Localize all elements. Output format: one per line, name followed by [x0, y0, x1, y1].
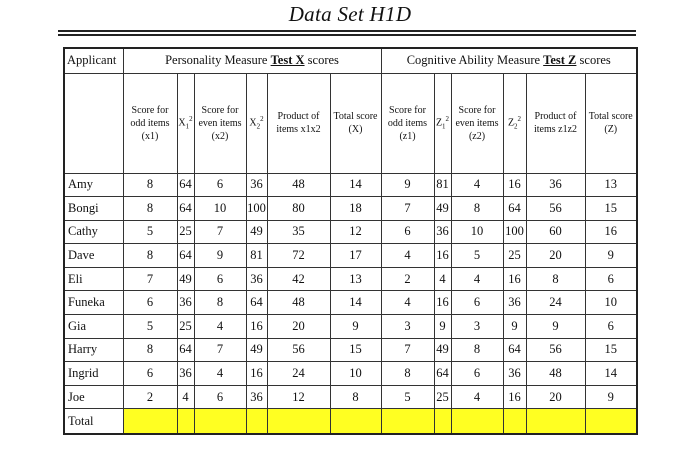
table-row: [64, 197, 637, 221]
applicant-header: Applicant: [64, 48, 123, 73]
table-cell: 16: [434, 291, 451, 315]
column-header: Product of items x1x2: [267, 73, 330, 173]
table-cell: 9: [434, 315, 451, 339]
table-cell: 6: [585, 267, 637, 291]
table-cell: 10: [194, 197, 246, 221]
table-cell: 20: [526, 244, 585, 268]
total-input-cell[interactable]: [381, 409, 434, 435]
column-header: Score for even items (x2): [194, 73, 246, 173]
page-title: Data Set H1D: [288, 2, 412, 26]
table-row: [64, 315, 637, 339]
column-header: $X_2^2$: [246, 73, 267, 173]
table-cell: 36: [434, 220, 451, 244]
table-cell: 8: [526, 267, 585, 291]
table-cell: 17: [330, 244, 381, 268]
column-header: Score for even items (z2): [451, 73, 503, 173]
table-cell: 16: [503, 267, 526, 291]
table-cell: 36: [526, 173, 585, 197]
table-cell: 5: [451, 244, 503, 268]
table-cell: 64: [503, 338, 526, 362]
table-cell: 25: [434, 385, 451, 409]
table-cell: 8: [194, 291, 246, 315]
table-cell: 25: [503, 244, 526, 268]
table-cell: 36: [246, 267, 267, 291]
table-cell: 8: [123, 197, 177, 221]
table-cell: 2: [123, 385, 177, 409]
total-input-cell[interactable]: [585, 409, 637, 435]
table-cell: 6: [194, 267, 246, 291]
applicant-name: Ingrid: [64, 362, 123, 386]
table-cell: 49: [246, 338, 267, 362]
table-cell: 8: [381, 362, 434, 386]
table-cell: 64: [503, 197, 526, 221]
table-cell: 9: [526, 315, 585, 339]
table-cell: 7: [194, 220, 246, 244]
table-cell: 4: [381, 244, 434, 268]
table-cell: 64: [177, 197, 194, 221]
column-header: Score for odd items (x1): [123, 73, 177, 173]
table-row: [64, 173, 637, 197]
table-cell: 48: [267, 173, 330, 197]
table-cell: 9: [194, 244, 246, 268]
table-cell: 64: [246, 291, 267, 315]
column-header: Total score (Z): [585, 73, 637, 173]
table-cell: 6: [123, 362, 177, 386]
table-cell: 49: [434, 338, 451, 362]
table-cell: 6: [381, 220, 434, 244]
table-cell: 14: [330, 173, 381, 197]
table-cell: 20: [526, 385, 585, 409]
table-row: [64, 338, 637, 362]
table-row: [64, 244, 637, 268]
column-header-blank: [64, 73, 123, 173]
table-cell: 3: [451, 315, 503, 339]
table-cell: 4: [177, 385, 194, 409]
applicant-name: Dave: [64, 244, 123, 268]
applicant-name: Eli: [64, 267, 123, 291]
total-input-cell[interactable]: [246, 409, 267, 435]
column-header: $X_1^2$: [177, 73, 194, 173]
table-cell: 16: [246, 362, 267, 386]
group-header-row: [64, 48, 637, 73]
table-cell: 9: [503, 315, 526, 339]
table-cell: 15: [585, 197, 637, 221]
table-cell: 12: [330, 220, 381, 244]
column-header: Product of items z1z2: [526, 73, 585, 173]
table-row: [64, 362, 637, 386]
table-cell: 100: [246, 197, 267, 221]
total-input-cell[interactable]: [267, 409, 330, 435]
applicant-name: Joe: [64, 385, 123, 409]
table-cell: 64: [177, 244, 194, 268]
table-row: [64, 291, 637, 315]
table-cell: 4: [451, 267, 503, 291]
table-cell: 49: [177, 267, 194, 291]
table-cell: 8: [451, 197, 503, 221]
column-header: $Z_2^2$: [503, 73, 526, 173]
table-cell: 4: [434, 267, 451, 291]
table-cell: 20: [267, 315, 330, 339]
table-cell: 56: [526, 197, 585, 221]
group-header-z: Cognitive Ability Measure Test Z scores: [381, 48, 637, 73]
table-cell: 49: [434, 197, 451, 221]
column-header-row: [64, 73, 637, 173]
table-cell: 6: [194, 173, 246, 197]
table-cell: 15: [330, 338, 381, 362]
table-cell: 8: [123, 244, 177, 268]
table-cell: 42: [267, 267, 330, 291]
table-body: [64, 48, 637, 434]
table-cell: 6: [585, 315, 637, 339]
applicant-name: Gia: [64, 315, 123, 339]
table-cell: 72: [267, 244, 330, 268]
table-cell: 7: [381, 338, 434, 362]
table-cell: 7: [381, 197, 434, 221]
table-cell: 6: [451, 291, 503, 315]
column-header: Score for odd items (z1): [381, 73, 434, 173]
table-cell: 14: [585, 362, 637, 386]
table-cell: 16: [585, 220, 637, 244]
table-cell: 24: [526, 291, 585, 315]
table-cell: 5: [123, 220, 177, 244]
table-cell: 4: [194, 362, 246, 386]
table-cell: 4: [451, 385, 503, 409]
table-cell: 36: [246, 385, 267, 409]
table-cell: 9: [381, 173, 434, 197]
table-cell: 36: [246, 173, 267, 197]
table-cell: 6: [194, 385, 246, 409]
table-cell: 18: [330, 197, 381, 221]
applicant-name: Cathy: [64, 220, 123, 244]
table-cell: 48: [267, 291, 330, 315]
table-cell: 35: [267, 220, 330, 244]
applicant-name: Amy: [64, 173, 123, 197]
title-rule-bottom: [58, 34, 636, 36]
title-rule-top: [58, 30, 636, 32]
table-cell: 6: [123, 291, 177, 315]
table-cell: 4: [451, 173, 503, 197]
table-cell: 6: [451, 362, 503, 386]
table-cell: 5: [381, 385, 434, 409]
table-cell: 16: [503, 385, 526, 409]
table-cell: 48: [526, 362, 585, 386]
table-cell: 36: [177, 362, 194, 386]
table-cell: 80: [267, 197, 330, 221]
table-cell: 9: [330, 315, 381, 339]
total-input-cell[interactable]: [451, 409, 503, 435]
total-input-cell[interactable]: [194, 409, 246, 435]
applicant-name: Harry: [64, 338, 123, 362]
total-input-cell[interactable]: [434, 409, 451, 435]
table-cell: 81: [246, 244, 267, 268]
table-cell: 2: [381, 267, 434, 291]
table-cell: 56: [267, 338, 330, 362]
table-cell: 5: [123, 315, 177, 339]
table-row: [64, 267, 637, 291]
table-cell: 25: [177, 315, 194, 339]
table-cell: 10: [330, 362, 381, 386]
table-cell: 7: [194, 338, 246, 362]
table-cell: 9: [585, 244, 637, 268]
table-cell: 64: [177, 173, 194, 197]
table-row: [64, 220, 637, 244]
table-cell: 15: [585, 338, 637, 362]
applicant-name: Bongi: [64, 197, 123, 221]
table-cell: 10: [451, 220, 503, 244]
data-table: [63, 47, 638, 435]
table-cell: 100: [503, 220, 526, 244]
table-cell: 4: [381, 291, 434, 315]
table-cell: 9: [585, 385, 637, 409]
total-input-cell[interactable]: [526, 409, 585, 435]
table-cell: 36: [503, 291, 526, 315]
total-input-cell[interactable]: [503, 409, 526, 435]
table-cell: 4: [194, 315, 246, 339]
total-row: [64, 409, 637, 435]
table-cell: 13: [330, 267, 381, 291]
table-cell: 36: [177, 291, 194, 315]
table-cell: 8: [330, 385, 381, 409]
table-row: [64, 385, 637, 409]
table-cell: 8: [123, 173, 177, 197]
table-cell: 7: [123, 267, 177, 291]
table-cell: 8: [123, 338, 177, 362]
table-cell: 36: [503, 362, 526, 386]
table-cell: 12: [267, 385, 330, 409]
table-cell: 24: [267, 362, 330, 386]
table-cell: 13: [585, 173, 637, 197]
total-input-cell[interactable]: [177, 409, 194, 435]
table-cell: 10: [585, 291, 637, 315]
table-cell: 16: [246, 315, 267, 339]
applicant-name: Funeka: [64, 291, 123, 315]
table-cell: 60: [526, 220, 585, 244]
column-header: $Z_1^2$: [434, 73, 451, 173]
total-label: Total: [64, 409, 123, 435]
table-cell: 56: [526, 338, 585, 362]
table-cell: 16: [503, 173, 526, 197]
table-cell: 81: [434, 173, 451, 197]
total-input-cell[interactable]: [330, 409, 381, 435]
table-cell: 49: [246, 220, 267, 244]
table-cell: 64: [434, 362, 451, 386]
table-cell: 8: [451, 338, 503, 362]
table-cell: 64: [177, 338, 194, 362]
table-cell: 3: [381, 315, 434, 339]
column-header: Total score (X): [330, 73, 381, 173]
table-cell: 14: [330, 291, 381, 315]
table-cell: 25: [177, 220, 194, 244]
total-input-cell[interactable]: [123, 409, 177, 435]
table-cell: 16: [434, 244, 451, 268]
group-header-x: Personality Measure Test X scores: [123, 48, 381, 73]
